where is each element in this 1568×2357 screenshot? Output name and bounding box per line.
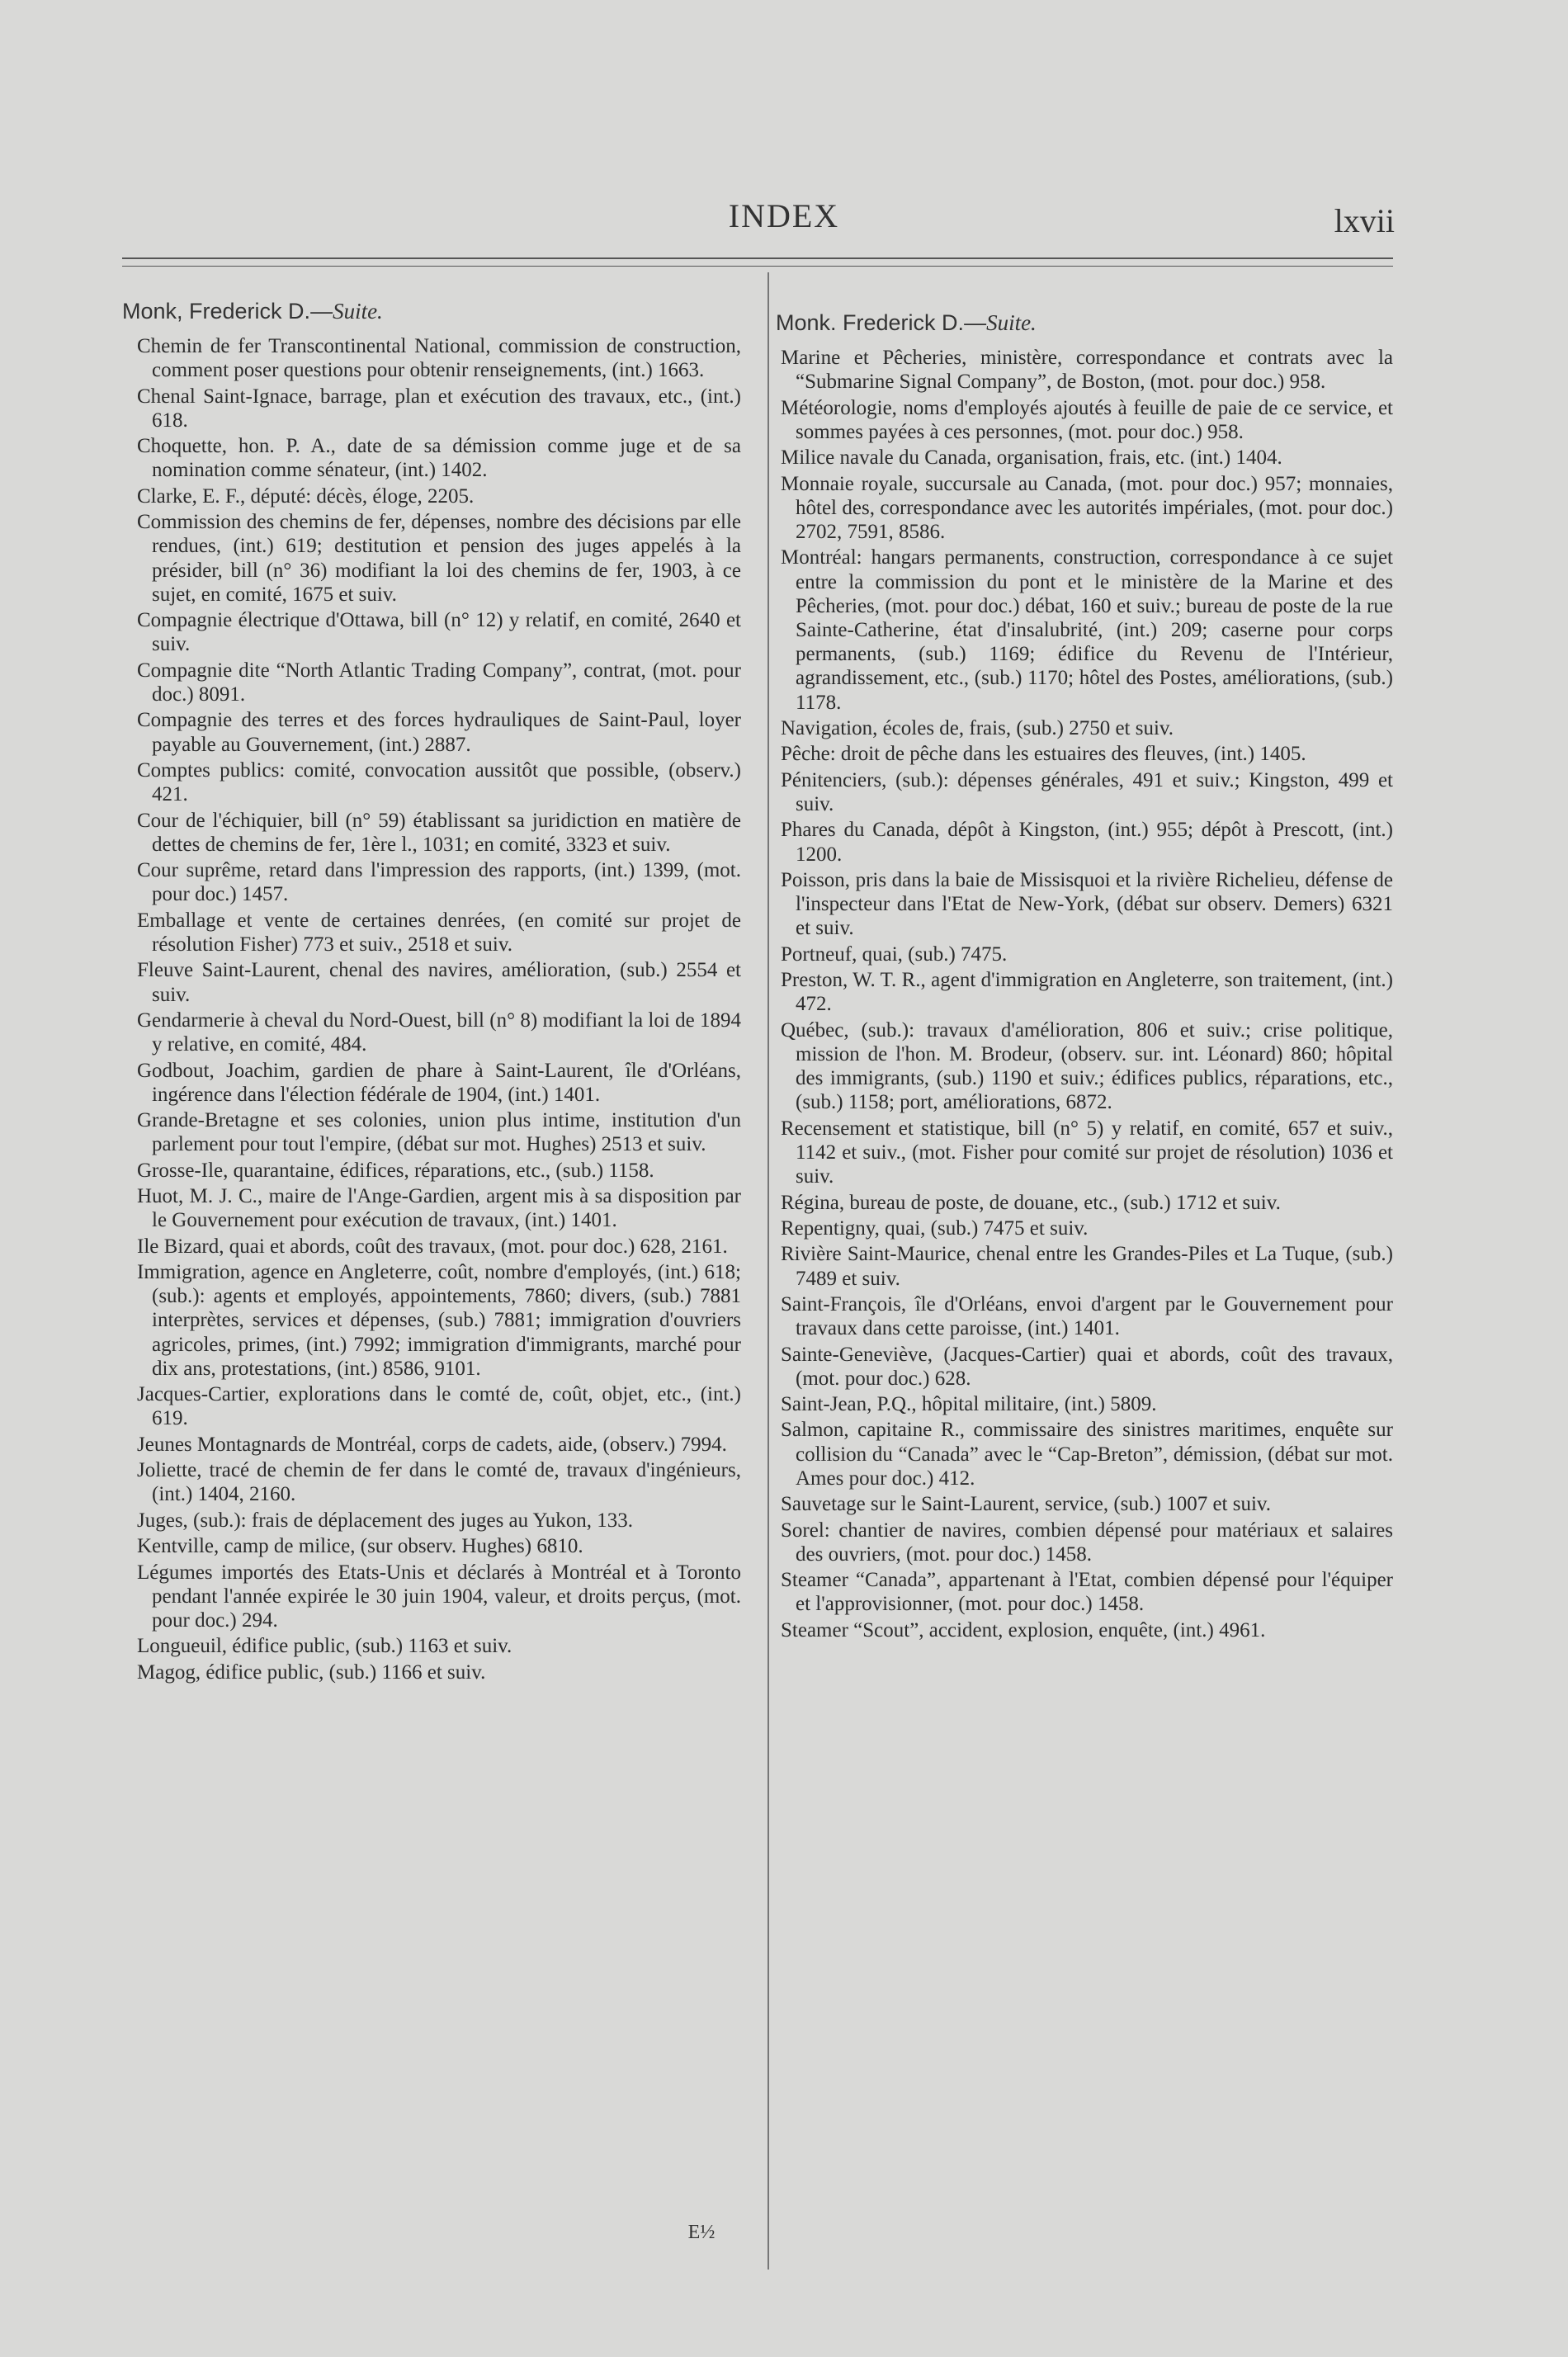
index-entry: Jacques-Cartier, explorations dans le comté de, coût, objet, etc., (int.) 619.: [137, 1383, 741, 1430]
heading-dash: —: [964, 310, 987, 335]
index-entry: Recensement et statistique, bill (n° 5) y relatif, en comité, 657 et suiv., 1142 et suiv., (mot. Fisher pour comité sur projet de résolution) 1036 et suiv.: [781, 1117, 1393, 1188]
right-column: [776, 299, 1393, 1644]
index-entry: Pêche: droit de pêche dans les estuaires des fleuves, (int.) 1405.: [781, 743, 1306, 766]
index-entry: Clarke, E. F., député: décès, éloge, 2205.: [137, 484, 475, 508]
index-entry: Fleuve Saint-Laurent, chenal des navires, amélioration, (sub.) 2554 et suiv.: [137, 959, 741, 1006]
index-entry: Choquette, hon. P. A., date de sa démission comme juge et de sa nomination comme sénateur, (int.) 1402.: [137, 435, 741, 482]
right-entries: [776, 346, 1393, 1642]
header-rule-bottom: [122, 266, 1393, 267]
index-entry: Saint-François, île d'Orléans, envoi d'argent par le Gouvernement pour travaux dans cette paroisse, (int.) 1401.: [781, 1292, 1393, 1340]
signature-mark: E½: [687, 2222, 716, 2243]
index-entry: Ile Bizard, quai et abords, coût des travaux, (mot. pour doc.) 628, 2161.: [137, 1235, 728, 1258]
index-entry: Longueuil, édifice public, (sub.) 1163 et suiv.: [137, 1635, 512, 1658]
index-entry: Huot, M. J. C., maire de l'Ange-Gardien, argent mis à sa disposition par le Gouvernement pour exécution de travaux, (int.) 1401.: [137, 1185, 741, 1232]
index-entry: Preston, W. T. R., agent d'immigration en Angleterre, son traitement, (int.) 472.: [781, 969, 1393, 1016]
index-entry: Immigration, agence en Angleterre, coût, nombre d'employés, (int.) 618; (sub.): agents et employés, appointements, 7860; divers, (sub.) 7881 interprètes, services et dépenses, (sub.) 7881; immigration d'ouvriers agricoles, primes, (int.) 7992; immigration d'immigrants, marché pour dix ans, protestations, (int.) 8586, 9101.: [137, 1261, 741, 1380]
index-entry: Chenal Saint-Ignace, barrage, plan et exécution des travaux, etc., (int.) 618.: [137, 385, 741, 432]
page-number: lxvii: [1334, 202, 1395, 239]
index-entry: Pénitenciers, (sub.): dépenses générales, 491 et suiv.; Kingston, 499 et suiv.: [781, 768, 1393, 815]
index-entry: Poisson, pris dans la baie de Missisquoi et la rivière Richelieu, défense de l'inspecteur dans l'Etat de New-York, (débat sur observ. Demers) 6321 et suiv.: [781, 868, 1393, 940]
index-entry: Monnaie royale, succursale au Canada, (mot. pour doc.) 957; monnaies, hôtel des, correspondance avec les autorités impériales, (mot. pour doc.) 2702, 7591, 8586.: [781, 472, 1393, 543]
index-entry: Cour de l'échiquier, bill (n° 59) établissant sa juridiction en matière de dettes de chemins de fer, 1ère l., 1031; en comité, 3323 et suiv.: [137, 809, 741, 856]
heading-dash: —: [310, 299, 333, 324]
index-entry: Magog, édifice public, (sub.) 1166 et suiv.: [137, 1660, 486, 1684]
index-entry: Compagnie des terres et des forces hydrauliques de Saint-Paul, loyer payable au Gouvernement, (int.) 2887.: [137, 709, 741, 756]
index-entry: Kentville, camp de milice, (sur observ. Hughes) 6810.: [137, 1535, 583, 1558]
index-entry: Régina, bureau de poste, de douane, etc., (sub.) 1712 et suiv.: [781, 1191, 1281, 1214]
left-column-heading: [122, 299, 741, 324]
index-entry: Rivière Saint-Maurice, chenal entre les Grandes-Piles et La Tuque, (sub.) 7489 et suiv.: [781, 1243, 1393, 1290]
index-entry: Grande-Bretagne et ses colonies, union plus intime, institution d'un parlement pour tout l'empire, (débat sur mot. Hughes) 2513 et suiv.: [137, 1109, 741, 1156]
header-rule-top: [122, 257, 1393, 259]
index-entry: Chemin de fer Transcontinental National, commission de construction, comment poser questions pour obtenir renseignements, (int.) 1663.: [137, 335, 741, 382]
heading-name: Monk, Frederick D.: [122, 299, 311, 324]
index-entry: Steamer “Canada”, appartenant à l'Etat, combien dépensé pour l'équiper et l'approvisionner, (mot. pour doc.) 1458.: [781, 1569, 1393, 1616]
heading-suite: Suite.: [986, 310, 1037, 335]
index-entry: Repentigny, quai, (sub.) 7475 et suiv.: [781, 1216, 1089, 1240]
heading-name: Monk. Frederick D.: [776, 310, 965, 335]
index-entry: Jeunes Montagnards de Montréal, corps de cadets, aide, (observ.) 7994.: [137, 1433, 727, 1456]
left-column: [122, 299, 741, 1686]
heading-suite: Suite.: [333, 299, 383, 324]
index-entry: Cour suprême, retard dans l'impression des rapports, (int.) 1399, (mot. pour doc.) 1457.: [137, 859, 741, 906]
index-entry: Emballage et vente de certaines denrées, (en comité sur projet de résolution Fisher) 773 et suiv., 2518 et suiv.: [137, 909, 741, 956]
index-entry: Comptes publics: comité, convocation aussitôt que possible, (observ.) 421.: [137, 758, 741, 806]
index-entry: Grosse-Ile, quarantaine, édifices, réparations, etc., (sub.) 1158.: [137, 1159, 654, 1182]
index-entry: Salmon, capitaine R., commissaire des sinistres maritimes, enquête sur collision du “Canada” avec le “Cap-Breton”, démission, (débat sur mot. Ames pour doc.) 412.: [781, 1419, 1393, 1490]
right-column-heading: [776, 310, 1393, 336]
index-entry: Juges, (sub.): frais de déplacement des juges au Yukon, 133.: [137, 1509, 634, 1532]
index-entry: Compagnie dite “North Atlantic Trading Company”, contrat, (mot. pour doc.) 8091.: [137, 659, 741, 706]
index-entry: Navigation, écoles de, frais, (sub.) 2750 et suiv.: [781, 716, 1174, 739]
index-entry: Marine et Pêcheries, ministère, correspondance et contrats avec la “Submarine Signal Company”, de Boston, (mot. pour doc.) 958.: [781, 347, 1393, 394]
column-divider: [767, 272, 769, 2270]
index-entry: Sainte-Geneviève, (Jacques-Cartier) quai et abords, coût des travaux, (mot. pour doc.) 628.: [781, 1343, 1393, 1390]
left-entries: [122, 334, 741, 1684]
index-entry: Saint-Jean, P.Q., hôpital militaire, (int.) 5809.: [781, 1393, 1157, 1416]
page-title: INDEX: [728, 197, 840, 234]
index-entry: Montréal: hangars permanents, construction, correspondance à ce sujet entre la commission du pont et le ministère de la Marine et des Pêcheries, (mot. pour doc.) débat, 160 et suiv.; bureau de poste de la rue Sainte-Catherine, état d'insalubrité, (int.) 209; caserne pour corps permanents, (sub.) 1169; édifice du Revenu de l'Intérieur, agrandissement, etc., (sub.) 1170; hôtel des Postes, améliorations, (sub.) 1178.: [781, 546, 1393, 714]
index-entry: Sauvetage sur le Saint-Laurent, service, (sub.) 1007 et suiv.: [781, 1493, 1272, 1516]
index-entry: Gendarmerie à cheval du Nord-Ouest, bill (n° 8) modifiant la loi de 1894 y relative, en comité, 484.: [137, 1008, 741, 1056]
index-entry: Sorel: chantier de navires, combien dépensé pour matériaux et salaires des ouvriers, (mot. pour doc.) 1458.: [781, 1519, 1393, 1566]
index-entry: Québec, (sub.): travaux d'amélioration, 806 et suiv.; crise politique, mission de l'hon. M. Brodeur, (observ. sur. int. Léonard) 860; hôpital des immigrants, (sub.) 1190 et suiv.; édifices publics, réparations, etc., (sub.) 1158; port, améliorations, 6872.: [781, 1018, 1393, 1114]
index-entry: Commission des chemins de fer, dépenses, nombre des décisions par elle rendues, (int.) 619; destitution et pension des juges appelés à la présider, bill (n° 36) modifiant la loi des chemins de fer, 1903, à ce sujet, en comité, 1675 et suiv.: [137, 511, 741, 606]
index-entry: Compagnie électrique d'Ottawa, bill (n° 12) y relatif, en comité, 2640 et suiv.: [137, 609, 741, 656]
index-entry: Phares du Canada, dépôt à Kingston, (int.) 955; dépôt à Prescott, (int.) 1200.: [781, 819, 1393, 866]
index-entry: Godbout, Joachim, gardien de phare à Saint-Laurent, île d'Orléans, ingérence dans l'élection fédérale de 1904, (int.) 1401.: [137, 1059, 741, 1106]
index-entry: Météorologie, noms d'employés ajoutés à feuille de paie de ce service, et sommes payées à ces personnes, (mot. pour doc.) 958.: [781, 396, 1393, 443]
index-entry: Légumes importés des Etats-Unis et déclarés à Montréal et à Toronto pendant l'année expirée le 30 juin 1904, valeur, et droits perçus, (mot. pour doc.) 294.: [137, 1561, 741, 1632]
index-entry: Steamer “Scout”, accident, explosion, enquête, (int.) 4961.: [781, 1618, 1266, 1641]
index-entry: Milice navale du Canada, organisation, frais, etc. (int.) 1404.: [781, 446, 1282, 470]
index-entry: Portneuf, quai, (sub.) 7475.: [781, 942, 1008, 966]
index-entry: Joliette, tracé de chemin de fer dans le comté de, travaux d'ingénieurs, (int.) 1404, 2160.: [137, 1459, 741, 1506]
